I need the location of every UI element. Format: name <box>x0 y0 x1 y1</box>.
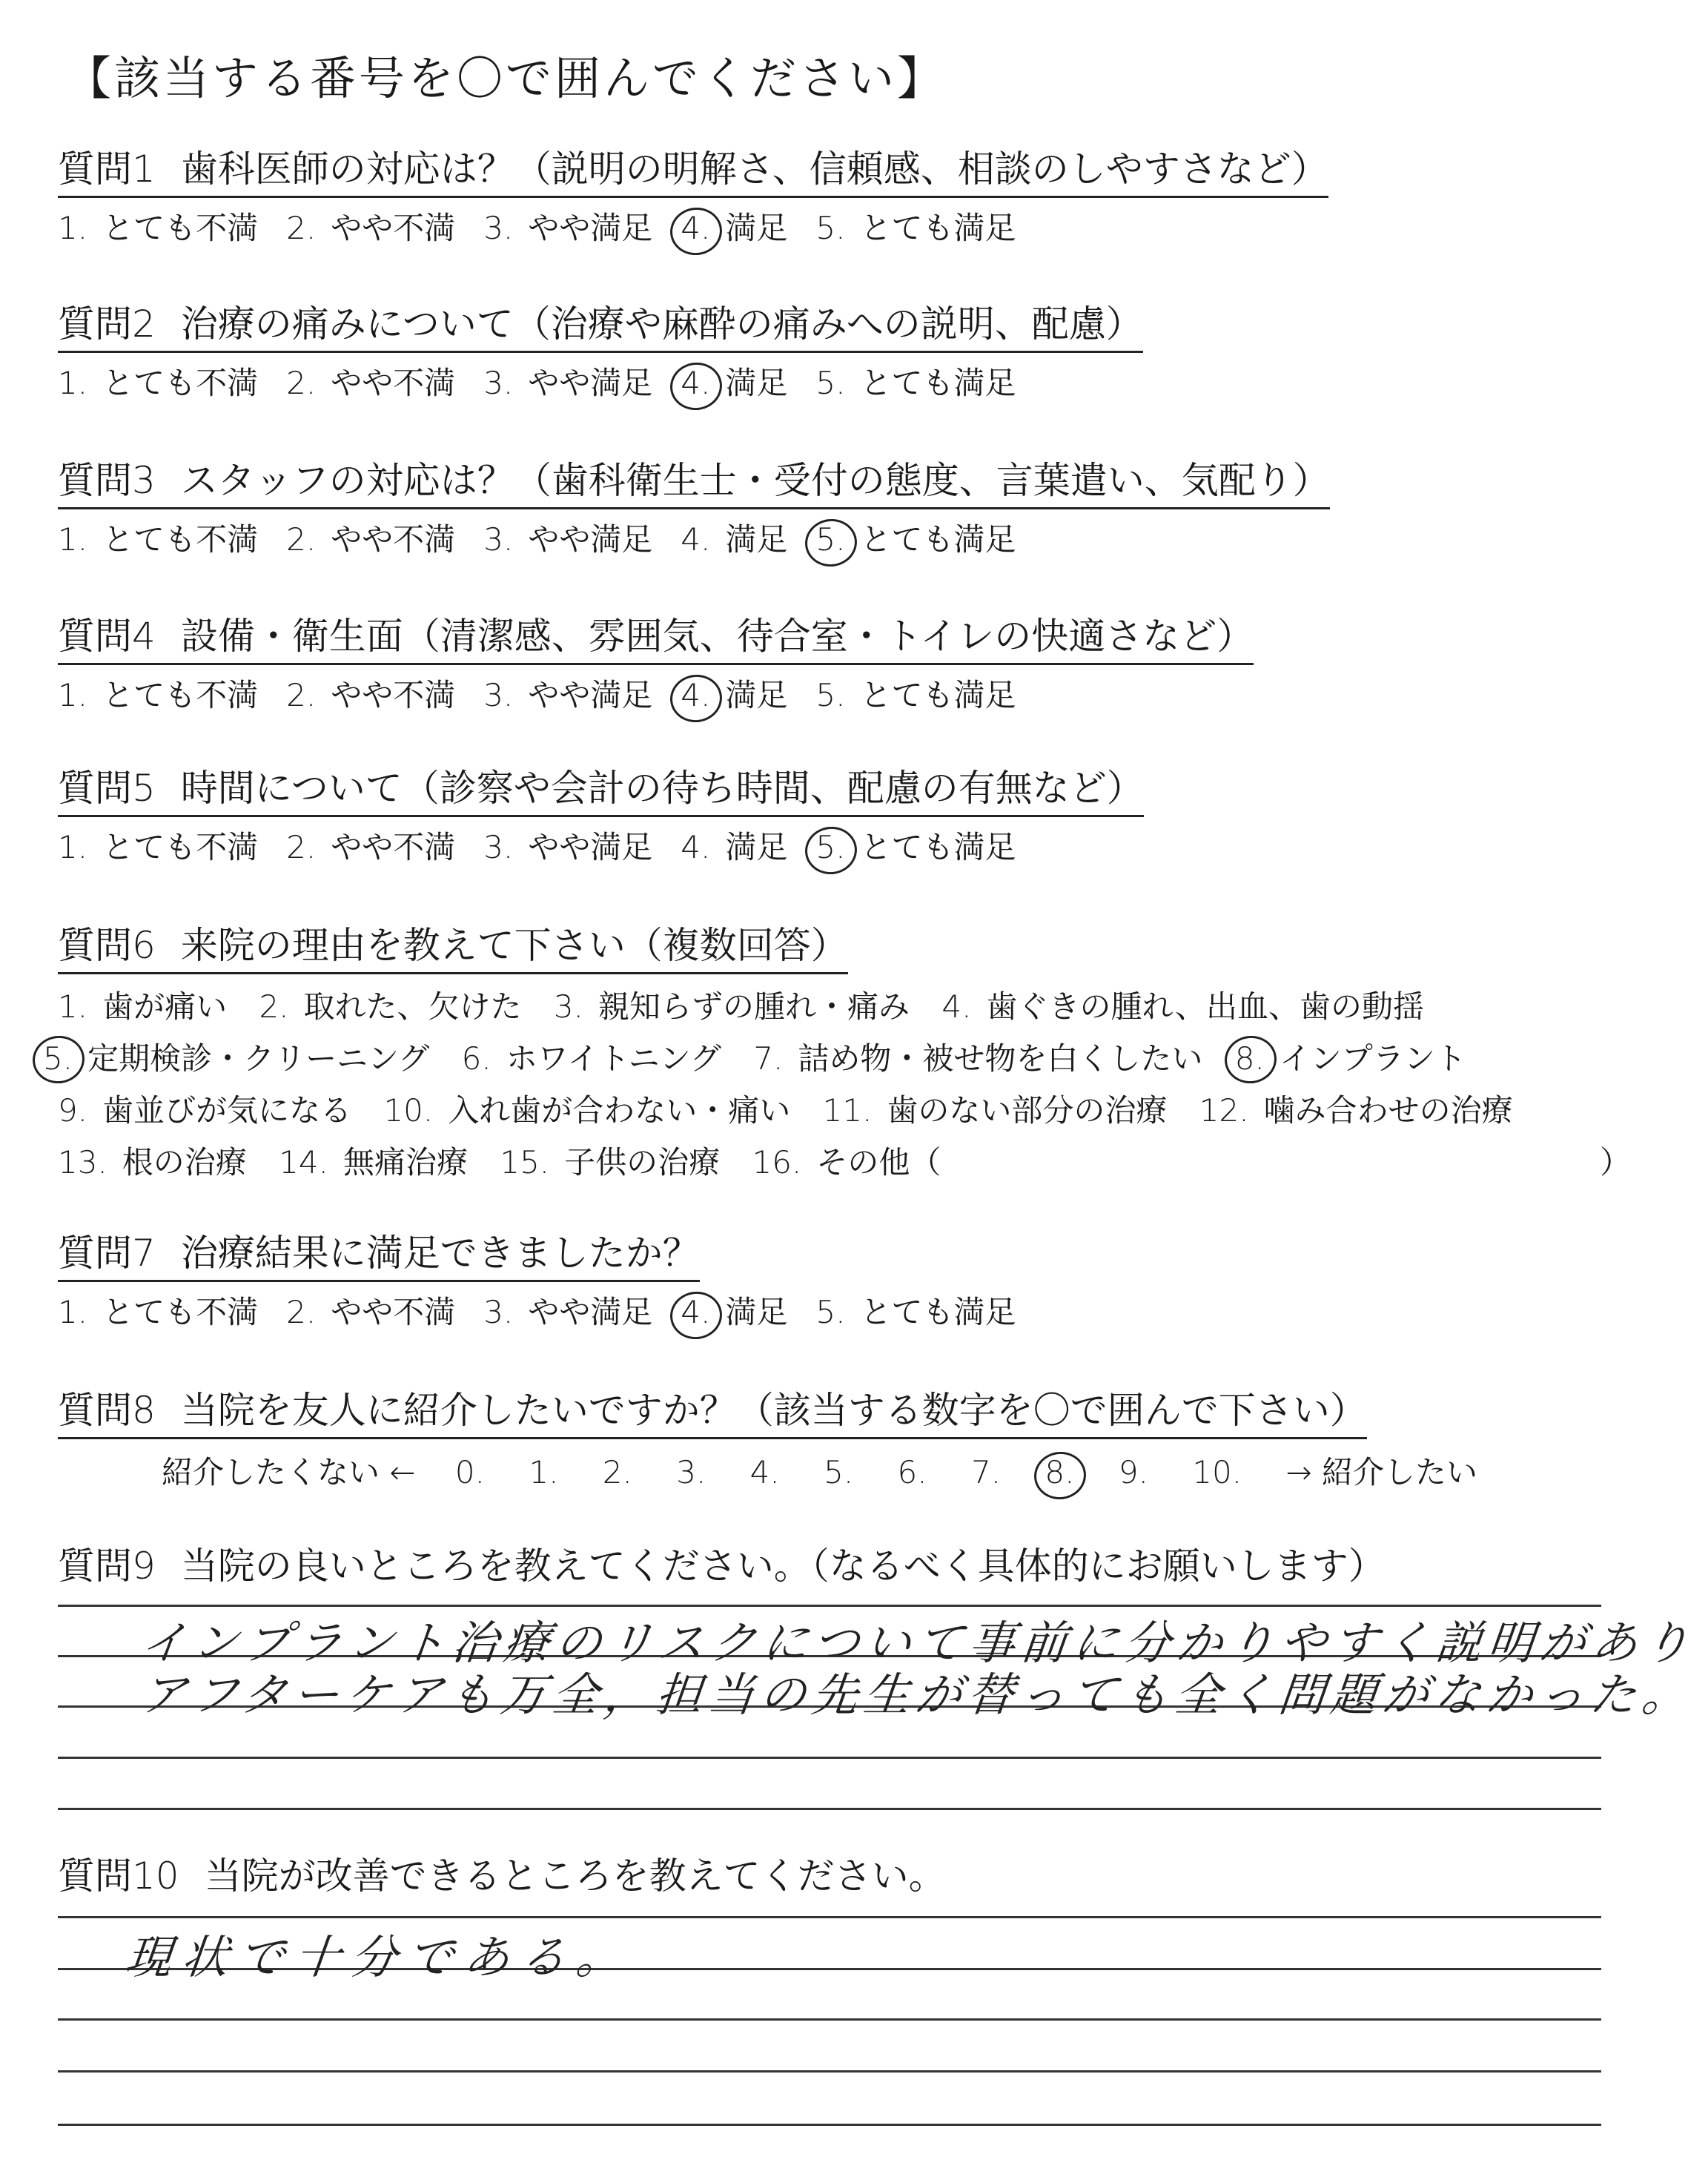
options-row <box>58 1137 1535 1189</box>
question-6-heading <box>58 922 848 974</box>
question-7-options <box>58 1289 1044 1336</box>
option-number: 5. <box>815 1294 846 1330</box>
scale-option[interactable]: 6. <box>897 1454 927 1490</box>
option-number: 2. <box>286 521 317 558</box>
reason-option[interactable]: 14. 無痛治療 <box>279 1144 468 1180</box>
option-number: 2. <box>286 1294 317 1330</box>
question-number: 質問9 <box>58 1545 156 1588</box>
question-text: 治療結果に満足できましたか？ <box>180 1232 700 1275</box>
option-label: 満足 <box>725 1294 788 1330</box>
option-label: とても満足 <box>860 365 1016 401</box>
answer-line <box>58 1916 1601 1918</box>
option-number: 5. <box>815 824 845 871</box>
satisfaction-option[interactable] <box>286 672 455 719</box>
option-number: 1. <box>58 210 88 246</box>
handwritten-answer: インプラント治療のリスクについて事前に分かりやすく説明があり <box>137 1616 1698 1670</box>
reason-option[interactable]: 4. 歯ぐきの腫れ、出血、歯の動揺 <box>941 988 1424 1025</box>
scale-option[interactable]: 4. <box>749 1454 780 1490</box>
option-number: 4. <box>681 205 710 252</box>
option-label: やや不満 <box>331 677 456 713</box>
satisfaction-option[interactable] <box>483 824 652 871</box>
option-number: 3. <box>483 365 514 401</box>
question-9-heading <box>58 1542 1386 1593</box>
question-text: 当院を友人に紹介したいですか？（該当する数字を〇で囲んで下さい） <box>180 1389 1367 1432</box>
option-label: やや不満 <box>331 1294 456 1330</box>
question-number: 質問6 <box>58 924 156 967</box>
satisfaction-option-selected[interactable] <box>681 672 787 719</box>
satisfaction-option[interactable] <box>286 360 455 407</box>
reason-option[interactable]: 12. 噛み合わせの治療 <box>1199 1092 1513 1129</box>
option-label: 満足 <box>725 677 788 713</box>
satisfaction-option[interactable] <box>58 1289 258 1336</box>
reason-option[interactable]: 1. 歯が痛い <box>58 988 228 1025</box>
option-label: やや満足 <box>528 365 653 401</box>
option-label: とても満足 <box>860 1294 1016 1330</box>
option-number: 4. <box>681 829 711 865</box>
satisfaction-option-selected[interactable] <box>681 205 787 252</box>
scale-option[interactable]: 7. <box>970 1454 1002 1490</box>
reason-option[interactable]: 6. ホワイトニング <box>461 1040 721 1077</box>
satisfaction-option[interactable] <box>483 672 652 719</box>
question-number: 質問2 <box>58 303 156 346</box>
option-number: 1. <box>58 829 88 865</box>
option-number: 5. <box>815 516 845 564</box>
option-number: 4. <box>681 360 710 407</box>
option-label: とても満足 <box>860 521 1016 558</box>
option-number: 3. <box>483 1294 514 1330</box>
option-number: 3. <box>483 677 514 713</box>
option-label: やや不満 <box>331 829 456 865</box>
scale-option[interactable]: 0. <box>454 1454 485 1490</box>
question-text: 当院が改善できるところを教えてください。 <box>204 1855 946 1898</box>
scale-left-label: 紹介したくない ← <box>162 1454 416 1490</box>
option-label: 満足 <box>725 829 788 865</box>
option-number: 2. <box>286 365 317 401</box>
reason-option[interactable]: 7. 詰め物・被せ物を白くしたい <box>753 1040 1203 1077</box>
satisfaction-option-selected[interactable] <box>681 360 787 407</box>
question-3-options <box>58 516 1044 564</box>
option-label: 満足 <box>725 521 788 558</box>
scale-option[interactable]: 2. <box>602 1454 632 1490</box>
reason-option-selected[interactable]: 5. 定期検診・クリーニング <box>43 1033 429 1085</box>
question-text: スタッフの対応は？（歯科衛生士・受付の態度、言葉遣い、気配り） <box>180 459 1330 502</box>
reason-option[interactable]: 9. 歯並びが気になる <box>58 1092 352 1129</box>
option-label: とても満足 <box>860 210 1016 246</box>
option-label: とても不満 <box>102 365 259 401</box>
satisfaction-option[interactable] <box>58 205 258 252</box>
question-text: 治療の痛みについて（治療や麻酔の痛みへの説明、配慮） <box>180 303 1143 346</box>
question-2-heading <box>58 300 1143 353</box>
scale-option[interactable]: 5. <box>824 1454 854 1490</box>
satisfaction-option[interactable] <box>286 1289 455 1336</box>
scale-option[interactable]: 3. <box>676 1454 706 1490</box>
question-5-options <box>58 824 1044 871</box>
option-label: とても不満 <box>102 829 259 865</box>
option-label: やや満足 <box>528 1294 653 1330</box>
answer-line <box>58 2124 1601 2126</box>
question-text: 時間について（診察や会計の待ち時間、配慮の有無など） <box>180 767 1144 810</box>
question-number: 質問3 <box>58 459 156 502</box>
scale-option[interactable]: 10. <box>1192 1454 1242 1490</box>
question-number: 質問1 <box>58 148 156 191</box>
other-closing-paren: ） <box>1600 1144 1632 1180</box>
option-number: 3. <box>483 210 514 246</box>
satisfaction-option[interactable] <box>483 1289 652 1336</box>
option-number: 1. <box>58 521 88 558</box>
handwritten-answer: 現状で十分である。 <box>122 1930 636 1984</box>
reason-option[interactable]: 13. 根の治療 <box>58 1144 247 1180</box>
question-number: 質問5 <box>58 767 156 810</box>
question-7-heading <box>58 1229 700 1282</box>
satisfaction-option[interactable] <box>815 205 1016 252</box>
scale-option[interactable]: 1. <box>529 1454 559 1490</box>
option-label: やや不満 <box>331 365 456 401</box>
reason-option[interactable]: 3. 親知らずの腫れ・痛み <box>553 988 910 1025</box>
question-number: 質問10 <box>58 1855 179 1898</box>
option-number: 1. <box>58 365 88 401</box>
satisfaction-option[interactable] <box>286 824 455 871</box>
option-label: とても不満 <box>102 210 259 246</box>
satisfaction-option[interactable] <box>815 360 1016 407</box>
option-label: 満足 <box>725 210 788 246</box>
satisfaction-option[interactable] <box>815 672 1016 719</box>
option-label: 満足 <box>725 365 788 401</box>
satisfaction-option-selected[interactable] <box>815 516 1016 564</box>
question-text: 当院の良いところを教えてください。（なるべく具体的にお願いします） <box>180 1545 1386 1588</box>
option-label: とても不満 <box>102 1294 259 1330</box>
option-label: とても不満 <box>102 521 259 558</box>
option-number: 1. <box>58 677 88 713</box>
question-number: 質問4 <box>58 615 156 658</box>
satisfaction-option[interactable] <box>58 516 258 564</box>
scale-right-label: → 紹介したい <box>1285 1454 1477 1490</box>
reason-option-selected[interactable]: 8. インプラント <box>1235 1033 1466 1085</box>
answer-line <box>58 1757 1601 1759</box>
option-number: 5. <box>815 677 846 713</box>
page-title: 【該当する番号を〇で囲んでください】 <box>65 51 947 105</box>
option-number: 2. <box>286 677 317 713</box>
option-number: 2. <box>286 829 317 865</box>
recommend-scale <box>162 1449 1507 1496</box>
option-number: 5. <box>815 210 846 246</box>
options-row <box>58 981 1535 1033</box>
handwritten-answer: アフターケアも万全，担当の先生が替っても全く問題がなかった。 <box>137 1668 1697 1722</box>
reason-option-other[interactable]: 16. その他（ <box>752 1144 941 1180</box>
reason-option[interactable]: 10. 入れ歯が合わない・痛い <box>383 1092 791 1129</box>
question-5-heading <box>58 764 1144 817</box>
question-1-heading <box>58 145 1328 198</box>
option-label: やや不満 <box>331 210 456 246</box>
option-number: 4. <box>681 1289 710 1336</box>
reason-option[interactable]: 15. 子供の治療 <box>500 1144 721 1180</box>
question-10-heading <box>58 1852 946 1903</box>
option-label: やや満足 <box>528 210 653 246</box>
option-label: やや満足 <box>528 677 653 713</box>
option-label: とても不満 <box>102 677 259 713</box>
satisfaction-option[interactable] <box>483 360 652 407</box>
option-label: やや満足 <box>528 829 653 865</box>
option-number: 4. <box>681 672 710 719</box>
satisfaction-option[interactable] <box>815 1289 1016 1336</box>
satisfaction-option[interactable] <box>58 360 258 407</box>
option-label: やや満足 <box>528 521 653 558</box>
question-text: 来院の理由を教えて下さい（複数回答） <box>180 924 848 967</box>
answer-line <box>58 2070 1601 2073</box>
question-2-options <box>58 360 1044 407</box>
reason-option[interactable]: 11. 歯のない部分の治療 <box>822 1092 1168 1129</box>
question-number: 質問8 <box>58 1389 156 1432</box>
option-label: やや不満 <box>331 521 456 558</box>
options-row <box>58 1085 1535 1137</box>
question-6-options <box>43 981 1535 1189</box>
question-8-heading <box>58 1387 1367 1439</box>
question-4-heading <box>58 612 1254 665</box>
question-1-options <box>58 205 1044 252</box>
satisfaction-option[interactable] <box>483 205 652 252</box>
question-text: 歯科医師の対応は？（説明の明解さ、信頼感、相談のしやすさなど） <box>180 148 1328 191</box>
options-row <box>43 1033 1535 1085</box>
option-number: 4. <box>681 521 711 558</box>
option-number: 3. <box>483 521 514 558</box>
satisfaction-option[interactable] <box>58 672 258 719</box>
option-number: 2. <box>286 210 317 246</box>
satisfaction-option-selected[interactable] <box>681 1289 787 1336</box>
satisfaction-option[interactable] <box>681 824 787 871</box>
satisfaction-option[interactable] <box>286 205 455 252</box>
option-number: 1. <box>58 1294 88 1330</box>
option-label: とても満足 <box>860 677 1016 713</box>
answer-line <box>58 2018 1601 2021</box>
reason-option[interactable]: 2. 取れた、欠けた <box>259 988 522 1025</box>
option-number: 5. <box>815 365 846 401</box>
scale-option[interactable]: 9. <box>1118 1454 1148 1490</box>
satisfaction-option[interactable] <box>58 824 258 871</box>
scale-option-selected[interactable]: 8. <box>1045 1449 1074 1496</box>
question-number: 質問7 <box>58 1232 156 1275</box>
option-label: とても満足 <box>860 829 1016 865</box>
question-3-heading <box>58 457 1330 509</box>
satisfaction-option[interactable] <box>483 516 652 564</box>
satisfaction-option-selected[interactable] <box>815 824 1016 871</box>
answer-line <box>58 1808 1601 1810</box>
satisfaction-option[interactable] <box>286 516 455 564</box>
question-text: 設備・衛生面（清潔感、雰囲気、待合室・トイレの快適さなど） <box>180 615 1254 658</box>
option-number: 3. <box>483 829 514 865</box>
satisfaction-option[interactable] <box>681 516 787 564</box>
question-4-options <box>58 672 1044 719</box>
